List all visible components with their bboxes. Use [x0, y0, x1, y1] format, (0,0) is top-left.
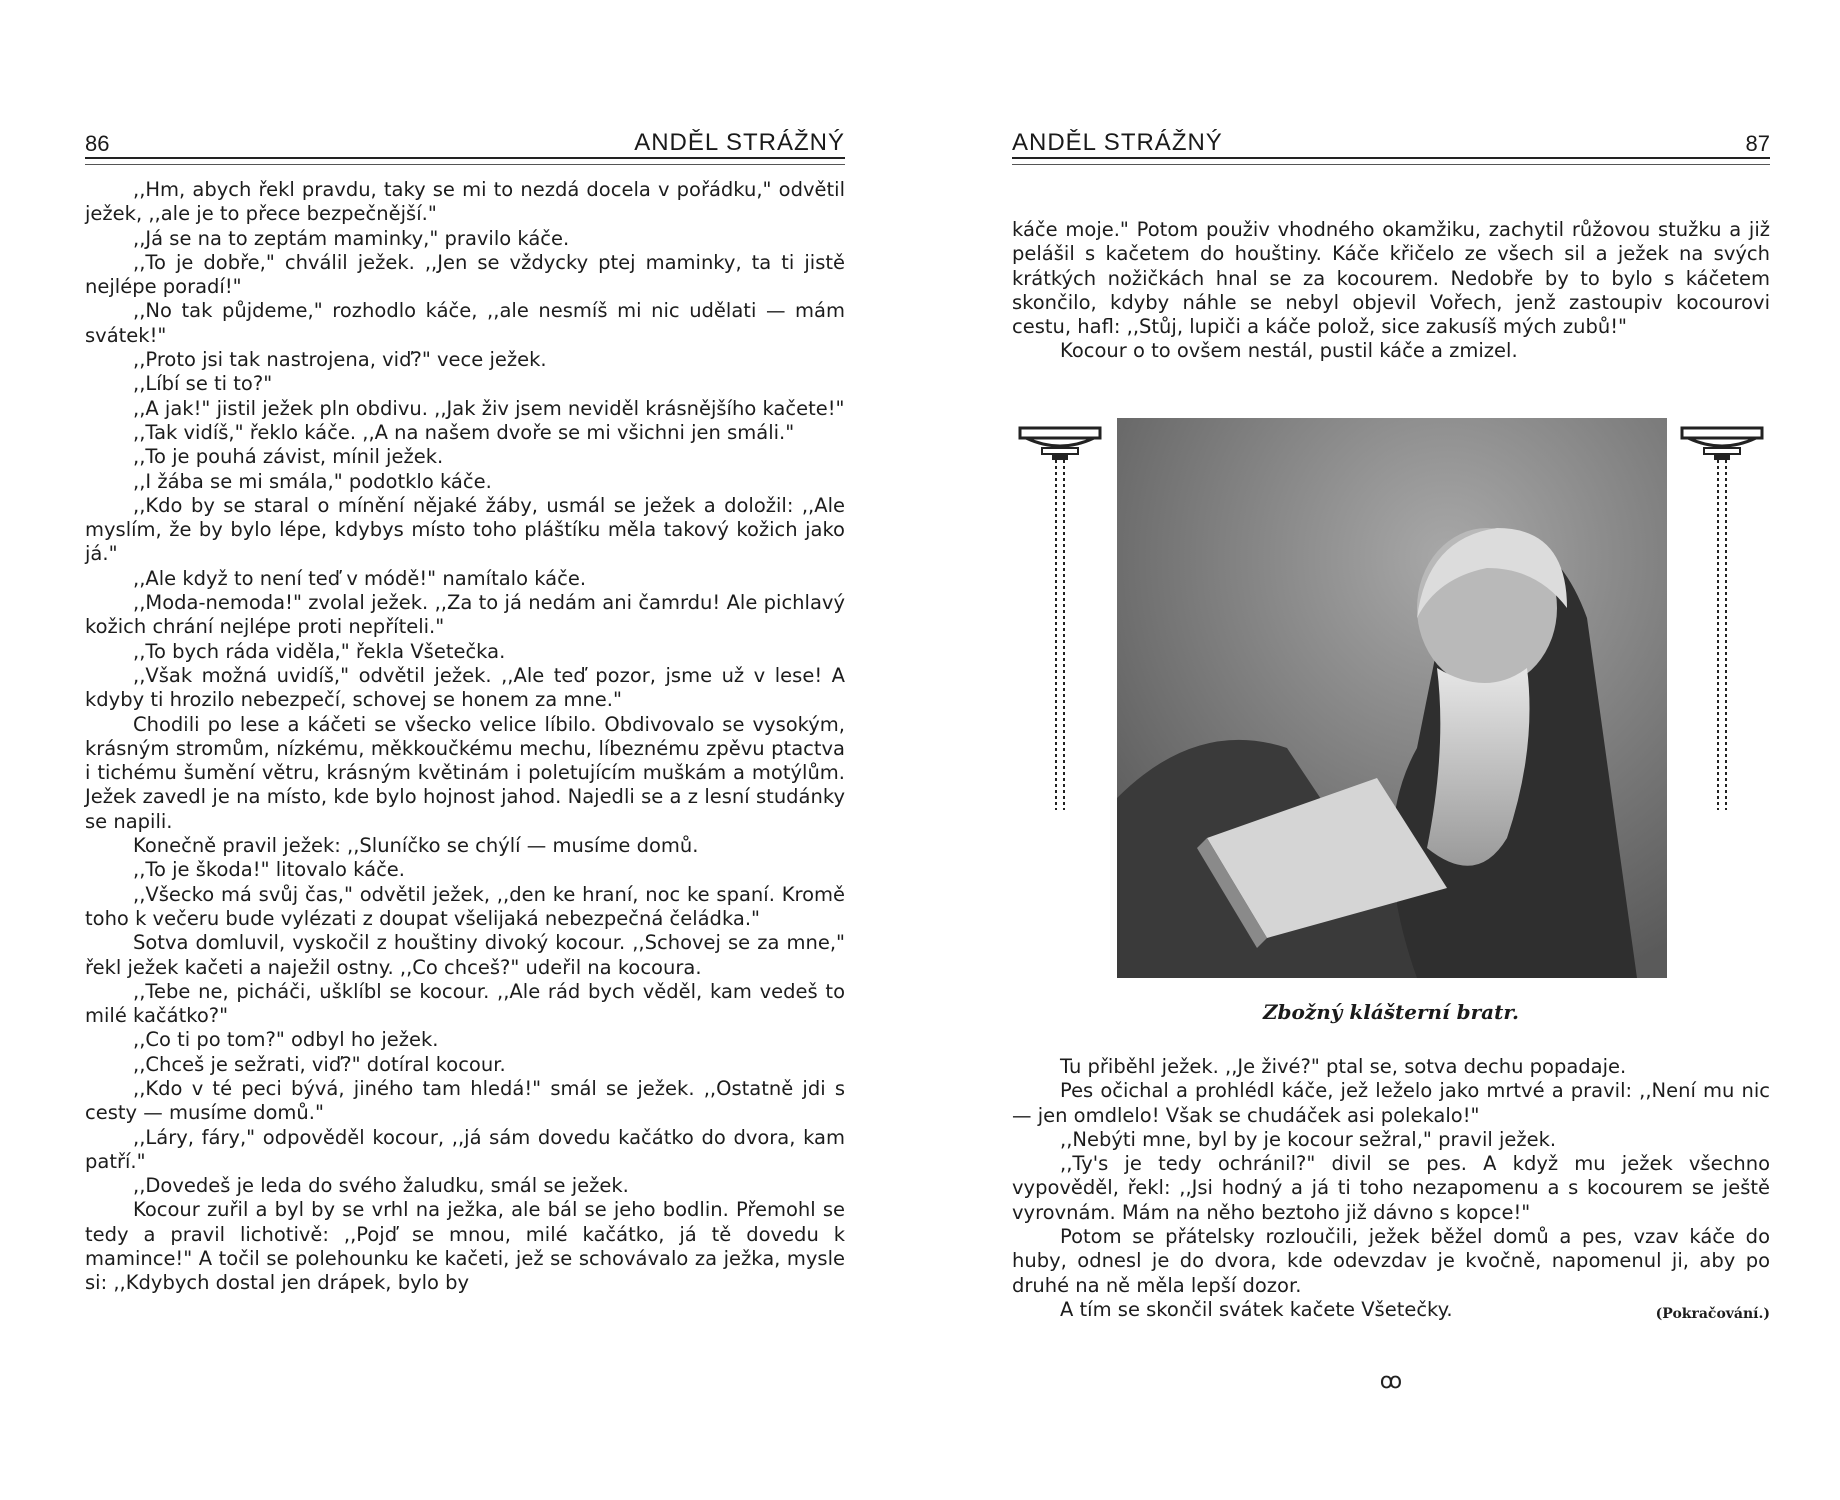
paragraph: ,,Co ti po tom?" odbyl ho ježek.	[133, 1028, 439, 1052]
running-title: ANDĚL STRÁŽNÝ	[1012, 129, 1223, 156]
paragraph: Kocour o to ovšem nestál, pustil káče a zmizel.	[1060, 339, 1518, 363]
paragraph: ,,A jak!" jistil ježek pln obdivu. ,,Jak živ jsem neviděl krásnějšího kačete!"	[133, 396, 845, 420]
paragraph: ,,Hm, abych řekl pravdu, taky se mi to nezdá docela v pořádku," odvětil ježek, ,,ale je to přece bezpečnější."	[85, 178, 845, 226]
paragraph: ,,To bych ráda viděla," řekla Všetečka.	[133, 639, 506, 663]
end-ornament-icon: ꝏ	[1379, 1368, 1403, 1393]
paragraph: ,,No tak půjdeme," rozhodlo káče, ,,ale nesmíš mi nic udělati — mám svátek!"	[85, 299, 845, 347]
paragraph: ,,To je dobře," chválil ježek. ,,Jen se vždycky ptej maminky, ta ti jistě nejlépe poradí!"	[85, 250, 845, 299]
left-page-text	[85, 178, 845, 1296]
left-page-header	[85, 125, 845, 165]
paragraph: ,,Všecko má svůj čas," odvětil ježek, ,,den ke hraní, noc ke spaní. Kromě toho k večeru bude vylézati z doupat všelijaká nebezpečná čeládka."	[85, 882, 845, 930]
page-number: 87	[1745, 131, 1770, 156]
paragraph: ,,Nebýti mne, byl by je kocour sežral," pravil ježek.	[1060, 1127, 1557, 1151]
paragraph: ,,Moda-nemoda!" zvolal ježek. ,,Za to já nedám ani čamrdu! Ale pichlavý kožich chrání nejlépe proti nepříteli."	[85, 591, 845, 639]
header-rule	[85, 157, 845, 165]
paragraph: Konečně pravil ježek: ,,Sluníčko se chýlí — musíme domů.	[133, 834, 699, 858]
right-page	[920, 0, 1840, 1500]
header-rule	[1012, 157, 1770, 165]
right-page-top-text	[1012, 218, 1770, 364]
paragraph: Sotva domluvil, vyskočil z houštiny divoký kocour. ,,Schovej se za mne," řekl ježek kačeti a naježil ostny. ,,Co chceš?" udeřil na kocoura.	[85, 931, 845, 979]
paragraph: ,,I žába se mi smála," podotklo káče.	[133, 469, 492, 493]
paragraph: Pes očichal a prohlédl káče, jež leželo jako mrtvé a pravil: ,,Není mu nic — jen omdlelo! Však se chudáček asi polekalo!"	[1012, 1079, 1770, 1127]
page-number: 86	[85, 131, 110, 156]
paragraph: ,,Chceš je sežrati, viď?" dotíral kocour.	[133, 1052, 506, 1076]
ornamental-column-icon	[1012, 420, 1108, 820]
paragraph: káče moje." Potom použiv vhodného okamžiku, zachytil růžovou stužku a již pelášil s kačetem do houštiny. Káče křičelo ze všech sil a ježek na svých krátkých nožičkách hnal se za kocourem. Nedobře by to bylo s káčetem skončilo, kdyby náhle se nebyl objevil Vořech, jenž zastoupiv kocourovi cestu, hafl: ,,Stůj, lupiči a káče polož, sice zakusíš mých zubů!"	[1012, 218, 1770, 339]
ornamental-column-icon	[1674, 420, 1770, 820]
running-title: ANDĚL STRÁŽNÝ	[634, 129, 845, 156]
paragraph: Potom se přátelsky rozloučili, ježek běžel domů a pes, vzav káče do huby, odnesl je do dvora, kde odevzdav je kvočně, napomenul ji, aby po druhé na ně měla lepší dozor.	[1012, 1225, 1770, 1297]
paragraph	[1012, 1298, 1770, 1322]
paragraph: ,,Však možná uvidíš," odvětil ježek. ,,Ale teď pozor, jsme už v lese! A kdyby ti hrozilo nebezpečí, schovej se honem za mne."	[85, 663, 845, 712]
paragraph: Tu přiběhl ježek. ,,Je živé?" ptal se, sotva dechu popadaje.	[1060, 1055, 1627, 1078]
paragraph: ,,Líbí se ti to?"	[133, 372, 273, 396]
paragraph: ,,Dovedeš je leda do svého žaludku, smál se ježek.	[133, 1174, 629, 1198]
paragraph: ,,Ty's je tedy ochránil?" divil se pes. A když mu ježek všechno vypověděl, řekl: ,,Jsi hodný a já ti toho nezapomenu a s kocourem se ještě vyrovnám. Mám na něho beztoho již dávno s kopce!"	[1012, 1152, 1770, 1224]
paragraph: ,,Láry, fáry," odpověděl kocour, ,,já sám dovedu kačátko do dvora, kam patří."	[85, 1125, 845, 1173]
paragraph: ,,Kdo v té peci bývá, jiného tam hledá!" smál se ježek. ,,Ostatně jdi s cesty — musíme domů."	[85, 1076, 845, 1125]
figure	[1012, 410, 1770, 980]
closing-line: A tím se skončil svátek kačete Všetečky.	[1060, 1297, 1453, 1321]
monk-photograph	[1117, 418, 1667, 978]
right-page-header	[1012, 125, 1770, 165]
paragraph: ,,Tebe ne, picháči, ušklíbl se kocour. ,,Ale rád bych věděl, kam vedeš to milé kačátko?"	[85, 979, 845, 1028]
paragraph: ,,Kdo by se staral o mínění nějaké žáby, usmál se ježek a doložil: ,,Ale myslím, že by bylo lépe, kdybys místo toho pláštíku měla takový kožich jako já."	[85, 493, 845, 566]
continued-note: (Pokračování.)	[1655, 1305, 1770, 1322]
paragraph: ,,To je škoda!" litovalo káče.	[133, 858, 406, 882]
paragraph: ,,Tak vidíš," řeklo káče. ,,A na našem dvoře se mi všichni jen smáli."	[133, 420, 795, 444]
paragraph: ,,Ale když to není teď v módě!" namítalo káče.	[133, 566, 587, 590]
paragraph: ,,To je pouhá závist, mínil ježek.	[133, 445, 444, 469]
right-page-bottom-text	[1012, 1055, 1770, 1326]
paragraph: Kocour zuřil a byl by se vrhl na ježka, ale bál se jeho bodlin. Přemohl se tedy a pravil lichotivě: ,,Pojď se mnou, milé kačátko, já tě dovedu k mamince!" A točil se polehounku ke kačeti, jež se schovávalo za ježka, mysle si: ,,Kdybych dostal jen drápek, bylo by	[85, 1198, 845, 1295]
paragraph: ,,Proto jsi tak nastrojena, viď?" vece ježek.	[133, 348, 547, 372]
paragraph: Chodili po lese a káčeti se všecko velice líbilo. Obdivovalo se vysokým, krásným stromům, nízkému, měkkoučkému mechu, líbeznému zpěvu ptactva i tichému šumění větru, krásným květinám i poletujícím muškám a motýlům. Ježek zavedl je na místo, kde bylo hojnost jahod. Najedli se a z lesní studánky se napili.	[85, 712, 845, 833]
figure-caption: Zbožný klášterní bratr.	[1262, 1000, 1520, 1024]
paragraph: ,,Já se na to zeptám maminky," pravilo káče.	[133, 226, 570, 250]
